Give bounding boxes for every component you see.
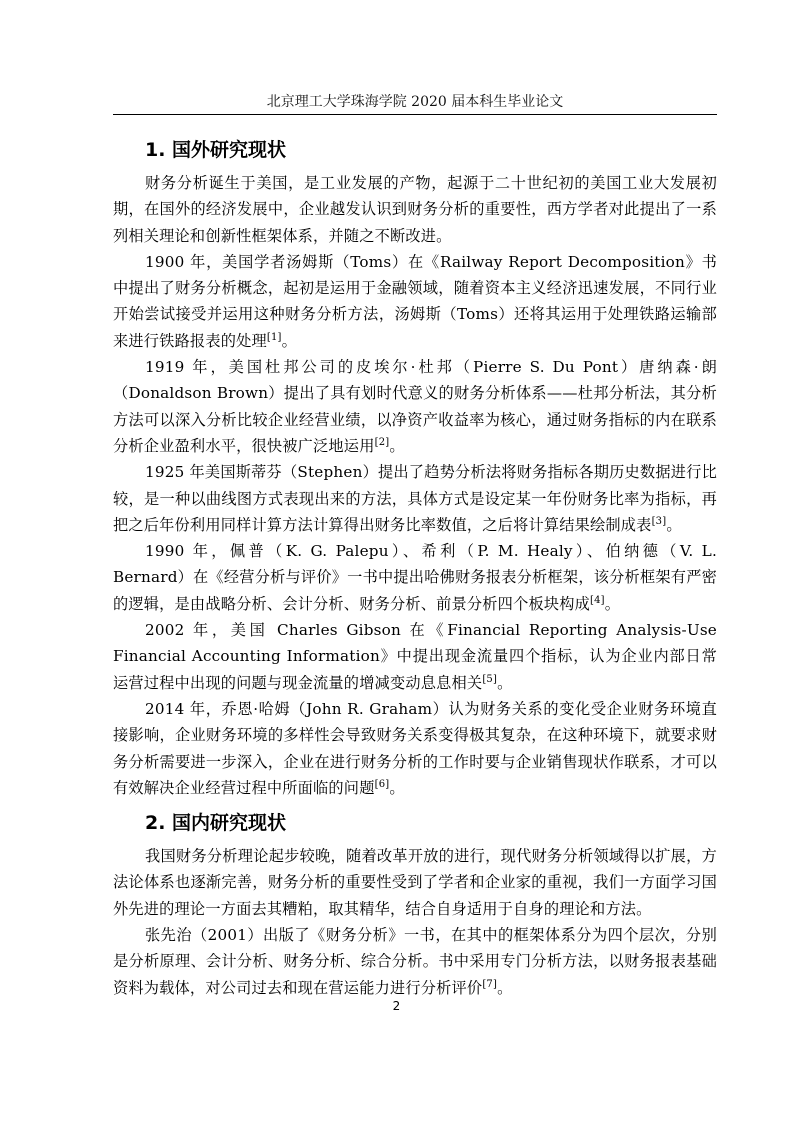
paragraph: 1900 年，美国学者汤姆斯（Toms）在《Railway Report Decomposition》书中提出了财务分析概念，起初是运用于金融领域，随着资本主义经济迅速发展，不同行业开始尝试接受并运用这种财务分析方法，汤姆斯（Toms）还将其运用于处理铁路运输部来进行铁路报表的处理[1]。	[113, 252, 717, 350]
paragraph: 1990 年，佩普（K. G. Palepu）、希利（P. M. Healy）、伯纳德（V. L. Bernard）在《经营分析与评价》一书中提出哈佛财务报表分析框架，该分析框架有严密的逻辑，是由战略分析、会计分析、财务分析、前景分析四个板块构成[4]。	[113, 542, 717, 613]
citation-ref: [7]	[482, 978, 498, 990]
section-heading-foreign: 1. 国外研究现状	[145, 139, 287, 161]
citation-ref: [6]	[374, 778, 390, 790]
citation-ref: [2]	[374, 436, 390, 448]
paragraph: 我国财务分析理论起步较晚，随着改革开放的进行，现代财务分析领域得以扩展，方法论体系也逐渐完善，财务分析的重要性受到了学者和企业家的重视，我们一方面学习国外先进的理论一方面去其糟粕，取其精华，结合自身适用于自身的理论和方法。	[113, 847, 717, 918]
running-header: 北京理工大学珠海学院 2020 届本科生毕业论文	[113, 92, 717, 115]
citation-ref: [4]	[590, 594, 605, 606]
citation-ref: [5]	[482, 673, 498, 685]
paragraph: 2002 年，美国 Charles Gibson 在《Financial Reporting Analysis-Use Financial Accounting Information》中提出现金流量四个指标，认为企业内部日常运营过程中出现的问题与现金流量的增减变动息息相关[5]。	[113, 621, 717, 692]
paragraph: 张先治（2001）出版了《财务分析》一书，在其中的框架体系分为四个层次，分别是分析原理、会计分析、财务分析、综合分析。书中采用专门分析方法，以财务报表基础资料为载体，对公司过去和现在营运能力进行分析评价[7]。	[113, 926, 717, 997]
page-number: 2	[392, 999, 401, 1013]
citation-ref: [1]	[266, 331, 282, 343]
paragraph: 1925 年美国斯蒂芬（Stephen）提出了趋势分析法将财务指标各期历史数据进行比较，是一种以曲线图方式表现出来的方法，具体方式是设定某一年份财务比率为指标，再把之后年份利用同样计算方法计算得出财务比率数值，之后将计算结果绘制成表[3]。	[113, 463, 717, 534]
paragraph: 2014 年，乔恩·哈姆（John R. Graham）认为财务关系的变化受企业财务环境直接影响，企业财务环境的多样性会导致财务关系变得极其复杂，在这种环境下，就要求财务分析需要进一步深入，企业在进行财务分析的工作时要与企业销售现状作联系，才可以有效解决企业经营过程中所面临的问题[6]。	[113, 699, 717, 797]
citation-ref: [3]	[651, 515, 667, 527]
paragraph: 1919 年，美国杜邦公司的皮埃尔·杜邦（Pierre S. Du Pont）唐纳森·朗（Donaldson Brown）提出了具有划时代意义的财务分析体系——杜邦分析法，其分析方法可以深入分析比较企业经营业绩，以净资产收益率为核心，通过财务指标的内在联系分析企业盈利水平，很快被广泛地运用[2]。	[113, 358, 717, 455]
page-body	[113, 128, 717, 1001]
paragraph: 财务分析诞生于美国，是工业发展的产物，起源于二十世纪初的美国工业大发展初期，在国外的经济发展中，企业越发认识到财务分析的重要性，西方学者对此提出了一系列相关理论和创新性框架体系，并随之不断改进。	[113, 174, 717, 245]
section-heading-domestic: 2. 国内研究现状	[145, 812, 287, 835]
